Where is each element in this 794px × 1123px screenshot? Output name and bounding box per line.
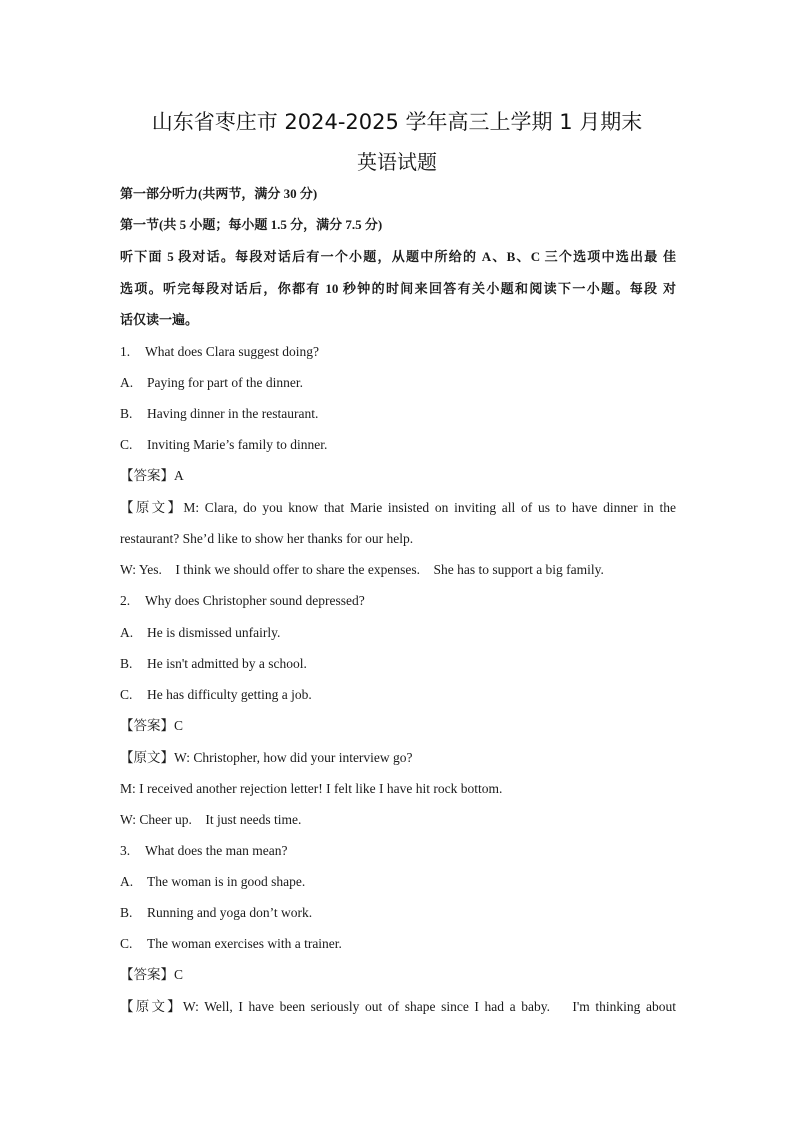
question-number: 2. <box>120 593 131 608</box>
option-text: He is dismissed unfairly. <box>147 625 281 640</box>
answer-line: 【答案】C <box>120 718 184 733</box>
option-item <box>120 625 676 641</box>
option-item <box>120 874 676 890</box>
option-letter: C. <box>120 687 133 702</box>
option-item <box>120 936 676 952</box>
transcript-line: 【原文】M: Clara, do you know that Marie insisted on inviting all of us to have dinner in the <box>120 500 676 515</box>
instruction-line: 听下面 5 段对话。每段对话后有一个小题，从题中所给的 A、B、C 三个选项中选出最 佳 <box>120 249 676 264</box>
option-text: He isn't admitted by a school. <box>147 656 307 671</box>
question-text: What does the man mean? <box>145 843 288 858</box>
part-heading: 第一部分听力(共两节，满分 30 分) <box>120 186 318 201</box>
option-letter: B. <box>120 656 133 671</box>
option-item <box>120 687 676 703</box>
option-letter: B. <box>120 406 133 421</box>
answer-line: 【答案】A <box>120 468 184 483</box>
option-letter: C. <box>120 437 133 452</box>
transcript-line: W: Yes. I think we should offer to share the expenses. She has to support a big family. <box>120 562 604 577</box>
option-letter: A. <box>120 625 134 640</box>
option-text: The woman exercises with a trainer. <box>147 936 342 951</box>
question-1 <box>120 344 676 360</box>
answer-line: 【答案】C <box>120 967 184 982</box>
instruction-line: 话仅读一遍。 <box>120 312 199 327</box>
option-text: Having dinner in the restaurant. <box>147 406 319 421</box>
option-text: He has difficulty getting a job. <box>147 687 312 702</box>
question-number: 3. <box>120 843 131 858</box>
instruction-line: 选项。听完每段对话后，你都有 10 秒钟的时间来回答有关小题和阅读下一小题。每段 对 <box>120 281 676 296</box>
transcript-line: W: Cheer up. It just needs time. <box>120 812 302 827</box>
question-text: Why does Christopher sound depressed? <box>145 593 365 608</box>
option-item <box>120 905 676 921</box>
option-letter: A. <box>120 874 134 889</box>
option-letter: C. <box>120 936 133 951</box>
question-text: What does Clara suggest doing? <box>145 344 319 359</box>
option-text: Paying for part of the dinner. <box>147 375 303 390</box>
transcript-line: restaurant? She’d like to show her thanks for our help. <box>120 531 414 546</box>
question-2 <box>120 593 676 609</box>
option-text: Running and yoga don’t work. <box>147 905 313 920</box>
option-text: The woman is in good shape. <box>147 874 306 889</box>
option-item <box>120 656 676 672</box>
document-subtitle: 英语试题 <box>357 150 437 174</box>
document-title: 山东省枣庄市 2024-2025 学年高三上学期 1 月期末 <box>151 110 643 134</box>
transcript-line: M: I received another rejection letter! I felt like I have hit rock bottom. <box>120 781 503 796</box>
option-letter: A. <box>120 375 134 390</box>
option-text: Inviting Marie’s family to dinner. <box>147 437 328 452</box>
section-heading: 第一节(共 5 小题；每小题 1.5 分，满分 7.5 分) <box>120 217 383 232</box>
transcript-line: 【原文】W: Christopher, how did your interview go? <box>120 750 413 765</box>
option-item <box>120 406 676 422</box>
question-number: 1. <box>120 344 131 359</box>
option-letter: B. <box>120 905 133 920</box>
option-item <box>120 437 676 453</box>
question-3 <box>120 843 676 859</box>
transcript-line: 【原文】W: Well, I have been seriously out of shape since I had a baby. I'm thinking about <box>120 999 676 1014</box>
option-item <box>120 375 676 391</box>
